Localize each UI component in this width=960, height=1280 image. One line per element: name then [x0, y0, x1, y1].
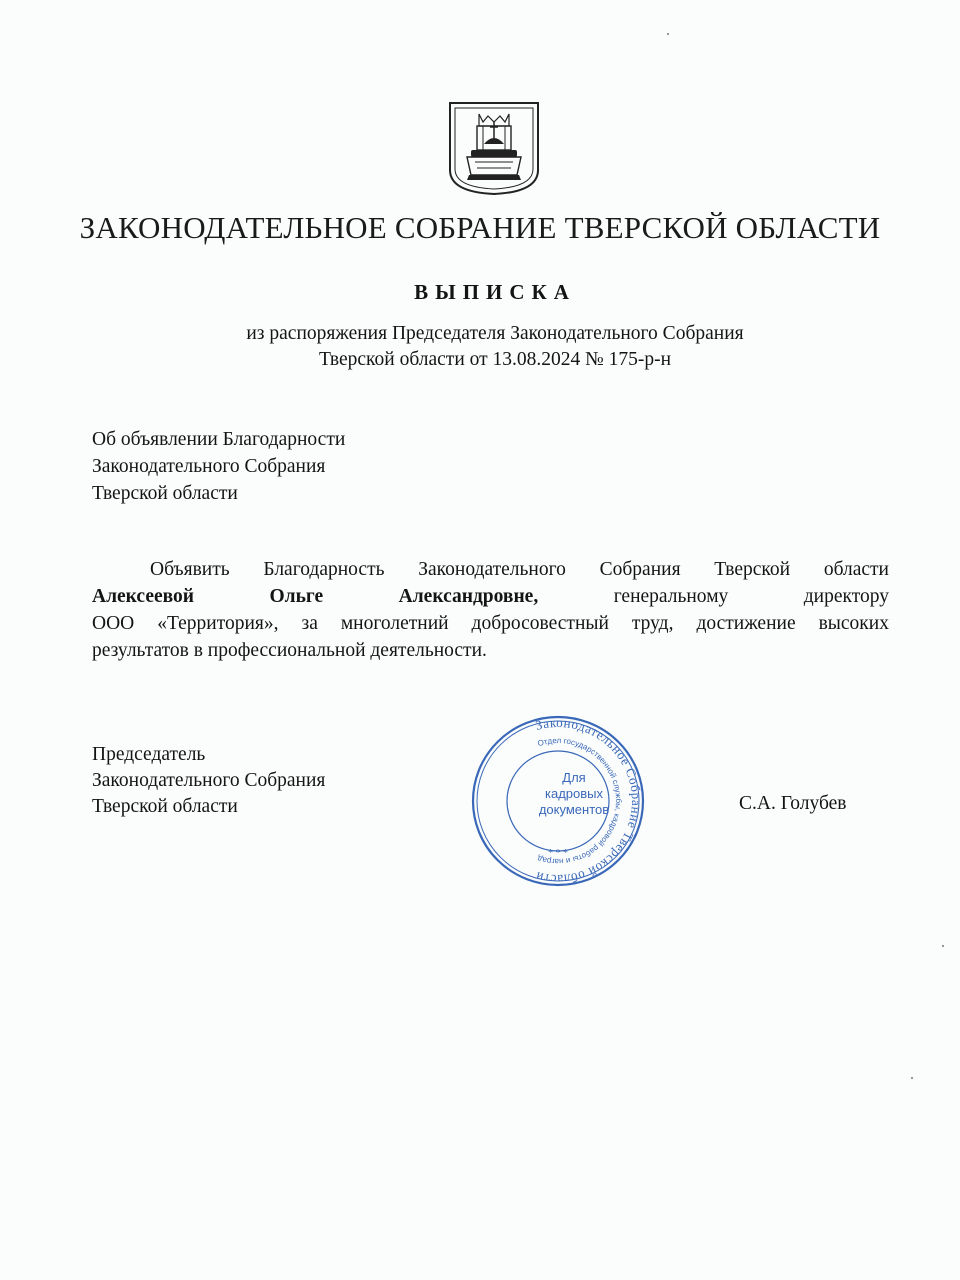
stamp-center-line: Для [562, 770, 586, 785]
signer-position-line: Законодательного Собрания [92, 770, 326, 791]
subject-line: Законодательного Собрания [92, 456, 326, 477]
recipient-name-word: Алексеевой [92, 586, 195, 607]
body-line [92, 583, 889, 610]
stamp-inner-text: Отдел государственной службы, кадровой работы и наград [536, 735, 624, 867]
body-text: результатов в профессиональной деятельности. [92, 640, 487, 661]
body-line [92, 556, 889, 583]
subject-line: Об объявлении Благодарности [92, 429, 346, 450]
paper-speck [667, 33, 669, 35]
signer-name: С.А. Голубев [739, 793, 847, 814]
body-word: Законодательного [418, 559, 566, 580]
body-word: труд, [631, 613, 674, 634]
signer-position [92, 742, 325, 820]
body-line [92, 637, 889, 664]
stamp-center-line: документов [538, 802, 610, 817]
body-word: Тверской [714, 559, 791, 580]
signer-position-line: Тверской области [92, 796, 238, 817]
stamp-center-text [470, 770, 678, 818]
body-word: области [823, 559, 889, 580]
body-word: ООО [92, 613, 135, 634]
body-word: многолетний [340, 613, 449, 634]
order-body [92, 556, 889, 664]
subject-line: Тверской области [92, 483, 238, 504]
stamp-center-line: кадровых [545, 786, 603, 801]
paper-speck [942, 945, 944, 947]
paper-speck [911, 1077, 913, 1079]
body-word: достижение [696, 613, 796, 634]
recipient-name-word: Ольге [269, 586, 324, 607]
signer-position-line: Председатель [92, 744, 206, 765]
body-word: «Территория», [157, 613, 279, 634]
body-word: директору [803, 586, 889, 607]
document-source [0, 321, 960, 373]
body-line [92, 610, 889, 637]
document-subject [92, 426, 345, 507]
body-word: за [301, 613, 318, 634]
recipient-name-word: Александровне, [398, 586, 539, 607]
body-word: добросовестный [471, 613, 609, 634]
document-source-line: из распоряжения Председателя Законодательного Собрания [246, 323, 744, 344]
document-source-line: Тверской области от 13.08.2024 № 175-р-н [318, 349, 672, 370]
stamp-outer-text: Законодательное Собрание Тверской области [533, 714, 645, 888]
document-type: ВЫПИСКА [414, 280, 576, 304]
body-word: Объявить [150, 559, 230, 580]
star-icon: * * * [548, 848, 568, 859]
body-word: Собрания [599, 559, 681, 580]
body-word: генеральному [613, 586, 729, 607]
tver-oblast-coat-of-arms-icon [447, 100, 541, 196]
body-word: высоких [818, 613, 889, 634]
organization-title: ЗАКОНОДАТЕЛЬНОЕ СОБРАНИЕ ТВЕРСКОЙ ОБЛАСТИ [79, 210, 881, 245]
body-word: Благодарность [263, 559, 385, 580]
